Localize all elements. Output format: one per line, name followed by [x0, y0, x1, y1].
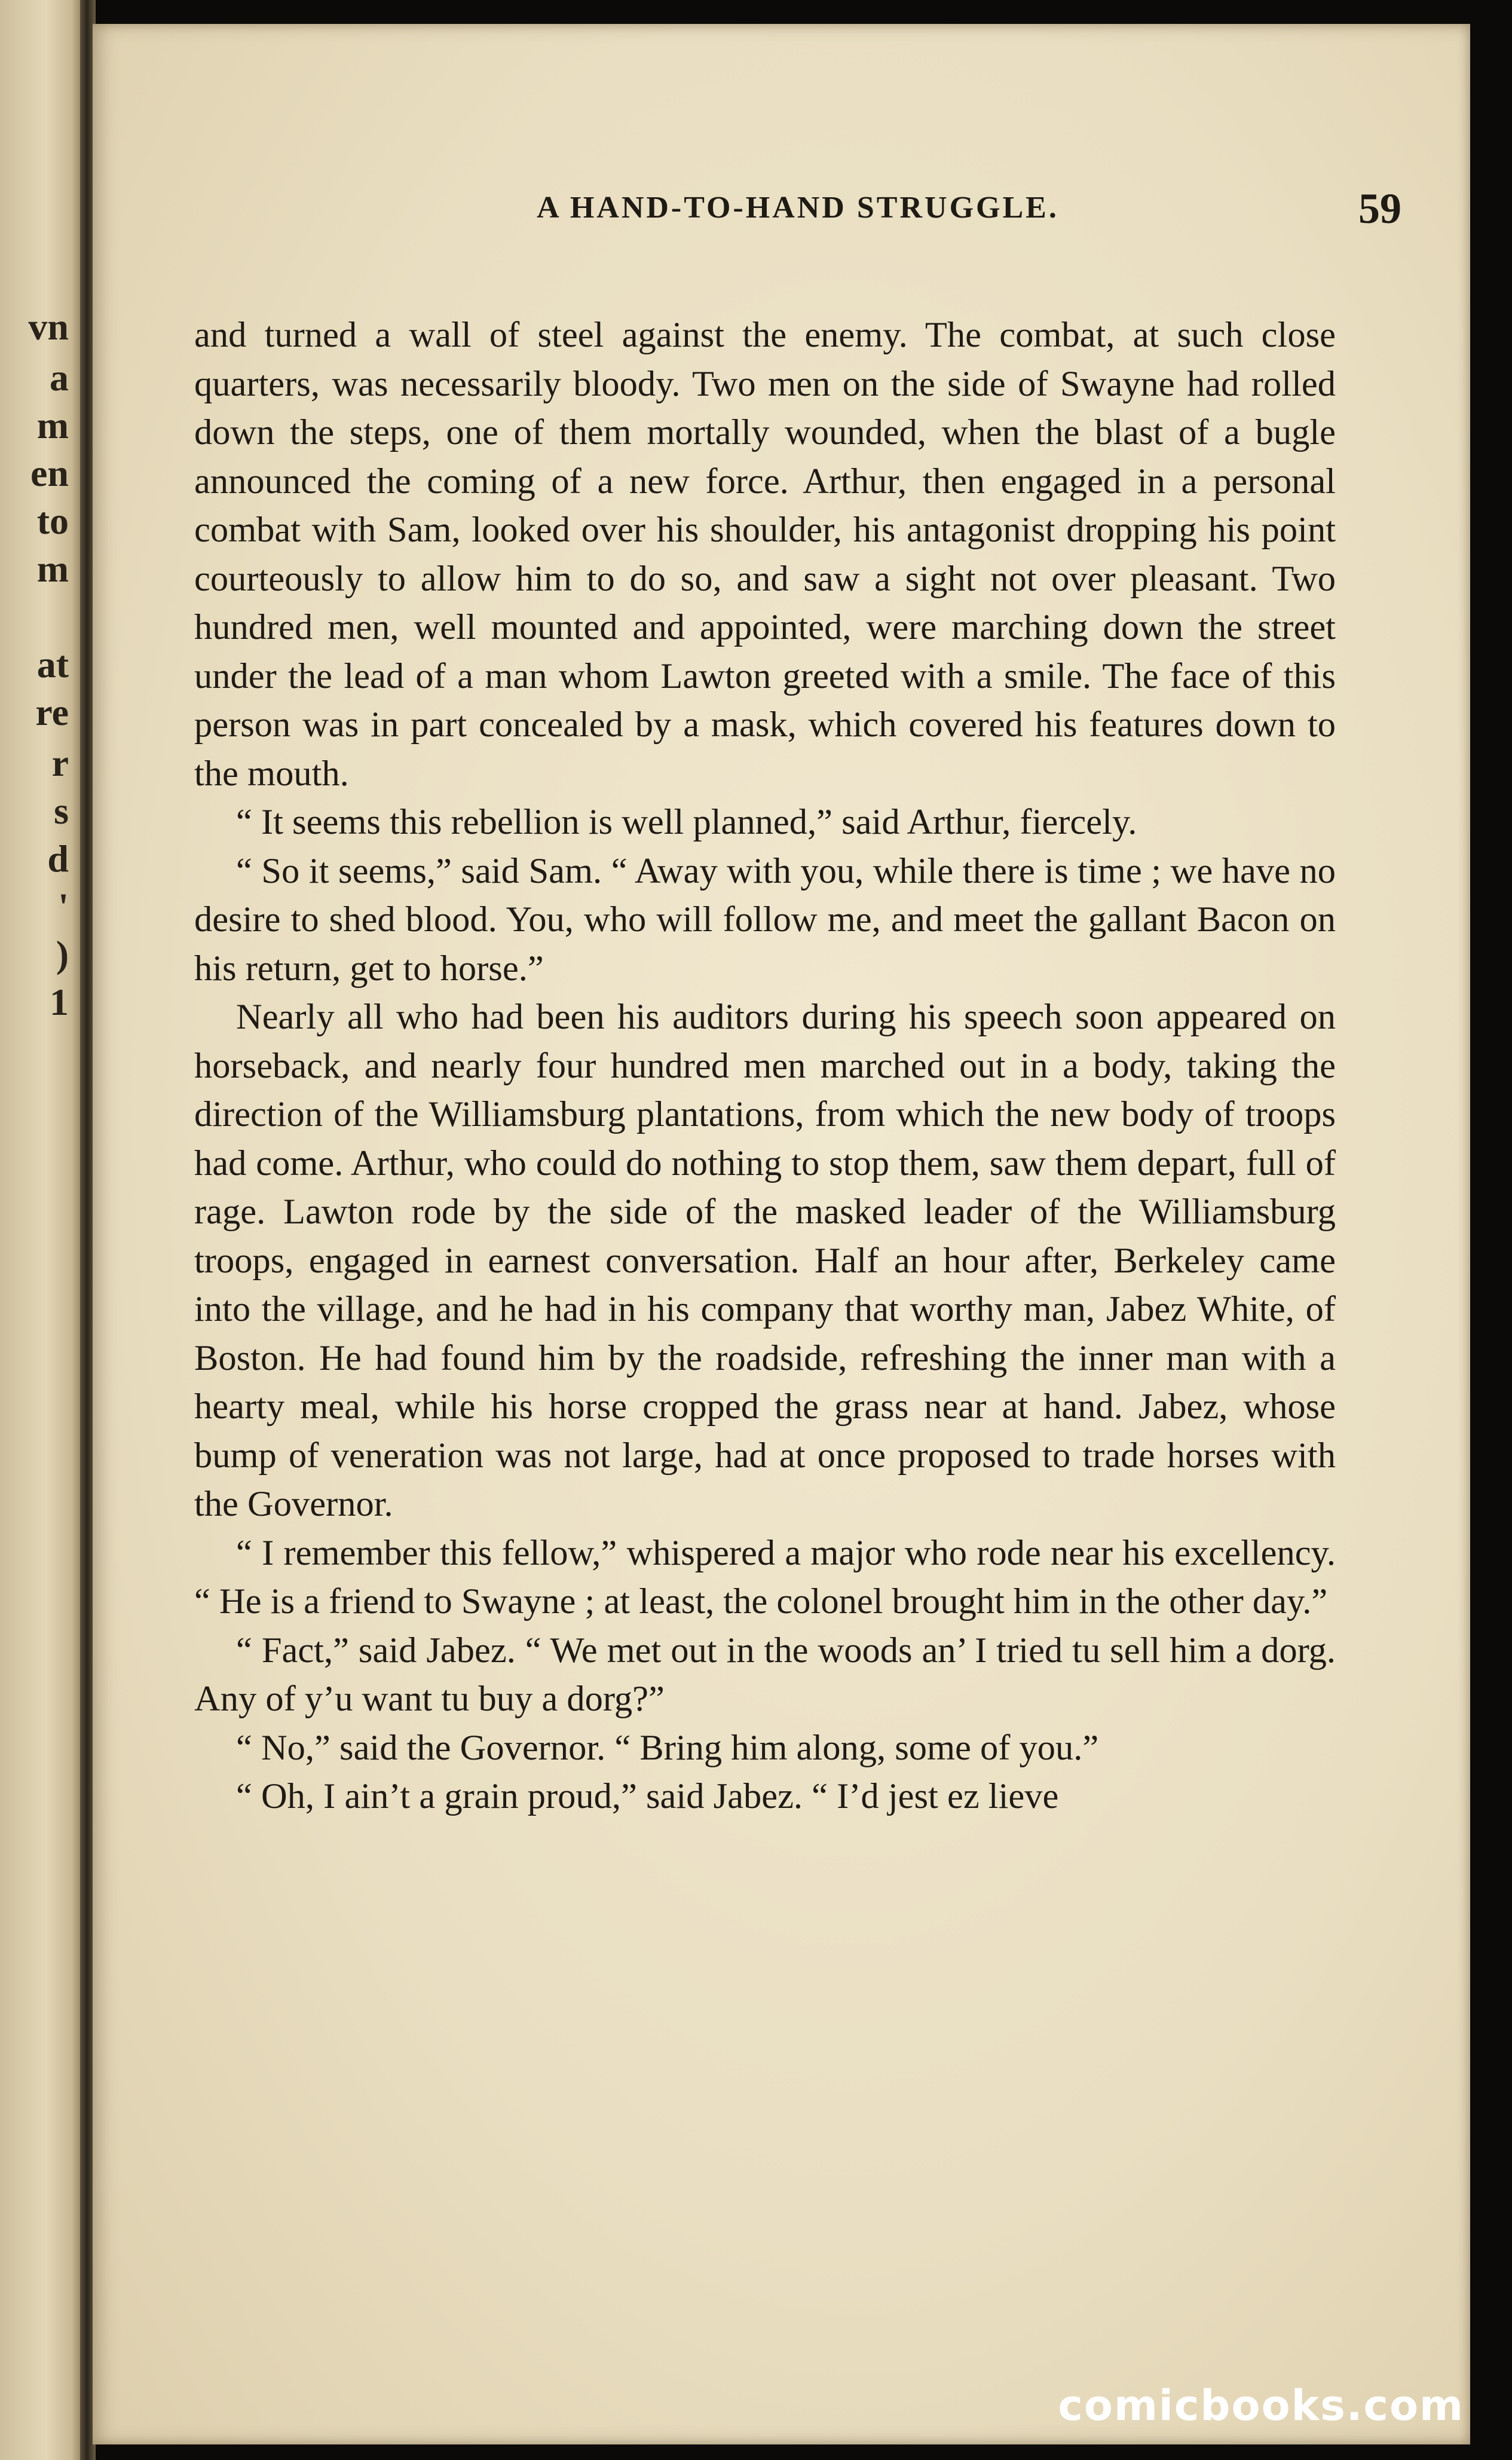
facing-page-fragment: en	[30, 452, 69, 494]
watermark: comicbooks.com	[1058, 2381, 1464, 2430]
facing-page-fragment: at	[36, 643, 69, 686]
facing-page-fragment: to	[36, 500, 69, 542]
facing-page-fragment: )	[56, 933, 69, 975]
paragraph: “ So it seems,” said Sam. “ Away with you, while there is time ; we have no desire to shed blood. You, who will follow me, and meet the gallant Bacon on his return, get to horse.”	[194, 850, 1336, 989]
running-head	[194, 185, 1401, 262]
body-text	[194, 311, 1336, 1821]
facing-page-fragment: m	[36, 547, 69, 590]
page-number: 59	[1358, 185, 1401, 232]
paragraph: “ Oh, I ain’t a grain proud,” said Jabez. “ I’d jest ez lieve	[236, 1776, 1059, 1816]
running-title: A HAND-TO-HAND STRUGGLE.	[537, 191, 1059, 225]
facing-page-edge	[0, 0, 84, 2460]
facing-page-fragment: a	[50, 356, 69, 399]
paragraph: “ It seems this rebellion is well planned,” said Arthur, fiercely.	[236, 802, 1137, 842]
facing-page-fragment: d	[47, 837, 69, 880]
facing-page-fragment: m	[36, 404, 69, 446]
facing-page-fragment: vn	[28, 305, 69, 348]
facing-page-fragment: s	[54, 790, 69, 832]
facing-page-fragment: 1	[50, 981, 69, 1023]
paragraph: “ I remember this fellow,” whispered a major who rode near his excellency. “ He is a friend to Swayne ; at least, the colonel brought him in the other day.”	[194, 1532, 1336, 1621]
facing-page-fragment: re	[35, 691, 69, 733]
paragraph: “ No,” said the Governor. “ Bring him along, some of you.”	[236, 1727, 1099, 1768]
facing-page-fragment: r	[51, 742, 69, 784]
facing-page-fragment: '	[58, 885, 69, 928]
paragraph: and turned a wall of steel against the enemy. The combat, at such close quarters, was necessarily bloody. Two men on the side of Swayne had rolled down the steps, one of them mortally wounded, when the blast of a bugle announced the coming of a new force. Arthur, then engaged in a personal combat with Sam, looked over his shoulder, his antagonist dropping his point courteously to allow him to do so, and saw a sight not over pleasant. Two hundred men, well mounted and appointed, were marching down the street under the lead of a man whom Lawton greeted with a smile. The face of this person was in part concealed by a mask, which covered his features down to the mouth.	[194, 315, 1336, 794]
paragraph: “ Fact,” said Jabez. “ We met out in the woods an’ I tried tu sell him a dorg. Any of y’u want tu buy a dorg?”	[194, 1630, 1336, 1719]
paragraph: Nearly all who had been his auditors during his speech soon appeared on horseback, and nearly four hundred men marched out in a body, taking the direction of the Williamsburg plantations, from which the new body of troops had come. Arthur, who could do nothing to stop them, saw them depart, full of rage. Lawton rode by the side of the masked leader of the Williamsburg troops, engaged in earnest conversation. Half an hour after, Berkeley came into the village, and he had in his company that worthy man, Jabez White, of Boston. He had found him by the roadside, refreshing the inner man with a hearty meal, while his horse cropped the grass near at hand. Jabez, whose bump of veneration was not large, had at once proposed to trade horses with the Governor.	[194, 997, 1336, 1524]
book-page	[93, 24, 1470, 2444]
